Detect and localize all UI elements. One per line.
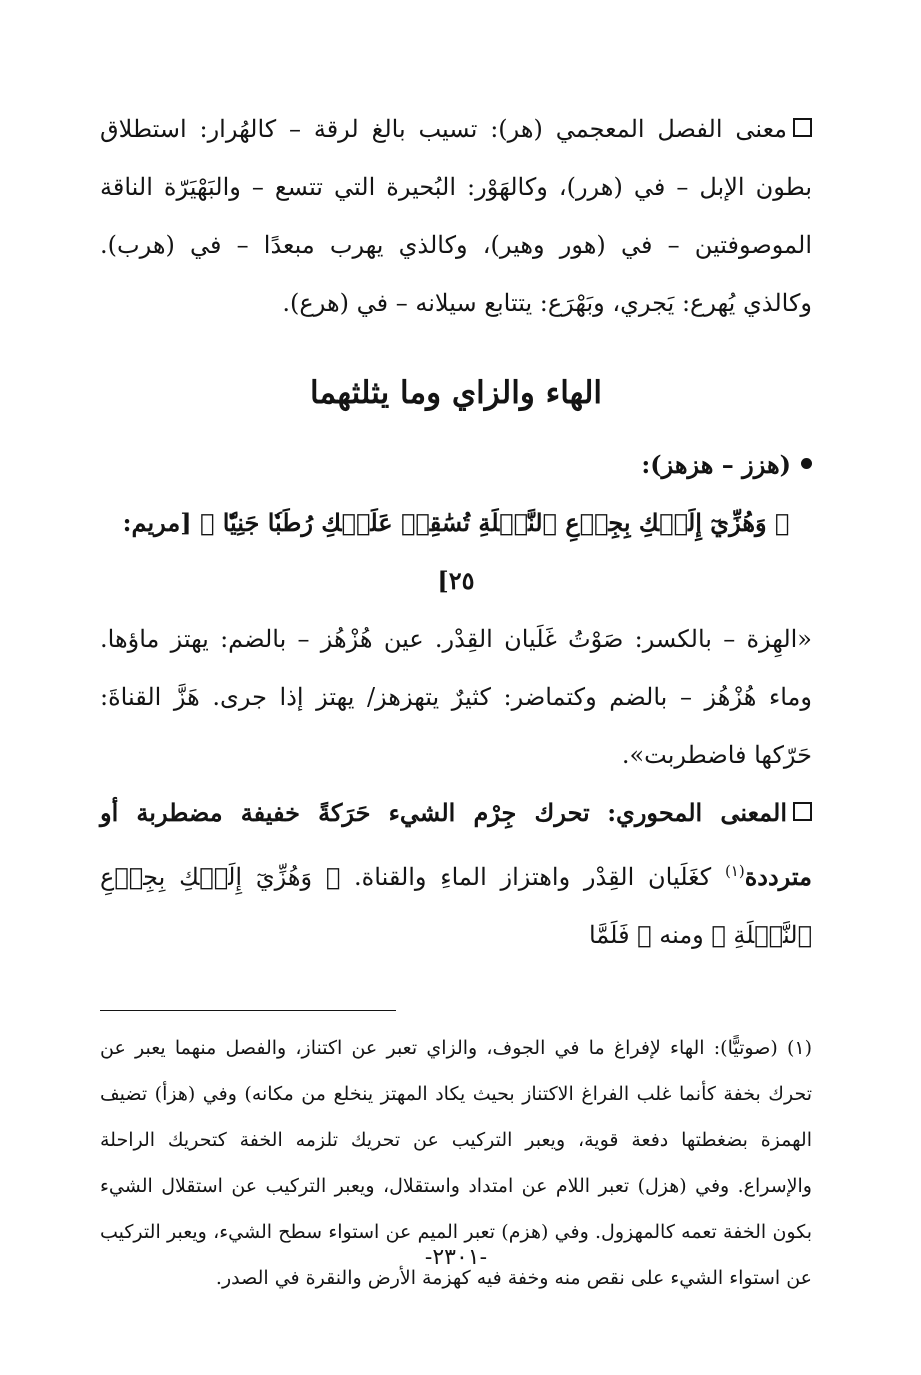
axial-meaning-label: المعنى المحوري: — [607, 798, 788, 827]
entry-title: (هزز – هزهز): — [641, 450, 791, 479]
axial-meaning-definition: تحرك جِرْم الشيء حَرَكةً خفيفة مضطربة أو مترددة — [100, 798, 813, 891]
axial-meaning-continuation: كغَلَيان القِدْر واهتزاز الماءِ والقناة. ﴿ وَهُزِّيٓ إِلَيۡكِ بِجِذۡعِ ٱلنَّخۡلَةِ ﴾ ومنه ﴿ فَلَمَّا — [100, 863, 812, 949]
footnote: (١) (صوتيًّا): الهاء لإفراغ ما في الجوف، والزاي تعبر عن اكتناز، والفصل منهما يعبر عن تحرك بخفة كأنما غلب الفراغ الاكتناز بحيث يكاد المهتز ينخلع من مكانه) وفي (هزأ) تضيف الهمزة بضغطتها دفعة قوية، ويعبر التركيب عن تحريك تلزمه الخفة كتحريك الراحلة والإسراع. وفي (هزل) تعبر اللام عن امتداد واستقلال، ويعبر التركيب عن استقلال الشيء بكون الخفة تعمه كالمهزول. وفي (هزم) تعبر الميم عن استواء سطح الشيء، ويعبر التركيب عن استواء الشيء على نقص منه وخفة فيه كهزمة الأرض والنقرة في الصدر. — [100, 1037, 812, 1289]
dictionary-quote: «الهِزة – بالكسر: صَوْتُ غَلَيان القِدْر. عين هُزْهُز – بالضم: يهتز ماؤها. وماء هُزْهُز – بالضم وكتماضر: كثيرٌ يتهزهز/ يهتز إذا جرى. هَزَّ القناةَ: حَرّكها فاضطربت». — [100, 625, 812, 769]
square-outline-icon — [793, 118, 812, 137]
footnote-reference[interactable]: (١) — [724, 862, 745, 880]
footnote-separator — [100, 1010, 396, 1011]
quran-verse: ﴿ وَهُزِّيٓ إِلَيۡكِ بِجِذۡعِ ٱلنَّخۡلَةِ تُسَٰقِطۡ عَلَيۡكِ رُطَبٗا جَنِيّٗا ﴾ [مريم: ٢٥] — [122, 508, 790, 595]
entry-title-line — [100, 436, 812, 494]
section-heading: الهاء والزاي وما يثلثهما — [309, 375, 603, 411]
axial-meaning-paragraph — [100, 784, 812, 964]
lexical-meaning-text: معنى الفصل المعجمي (هر): تسيب بالغ لرقة – كالهُرار: استطلاق بطون الإبل – في (هرر)، وكالهَوْر: البُحيرة التي تتسع – والبَهْيَرّة الناقة الموصوفتين – في (هور وهير)، وكالذي يهرب مبعدًا – في (هرب). وكالذي يُهرع: يَجري، وبَهْرَع: يتتابع سيلانه – في (هرع). — [100, 115, 812, 317]
filled-circle-bullet-icon — [801, 458, 812, 469]
lexical-meaning-paragraph — [100, 100, 812, 332]
book-page — [100, 100, 812, 1300]
square-outline-icon — [793, 802, 812, 821]
page-number: -٢٣٠١- — [424, 1245, 488, 1270]
